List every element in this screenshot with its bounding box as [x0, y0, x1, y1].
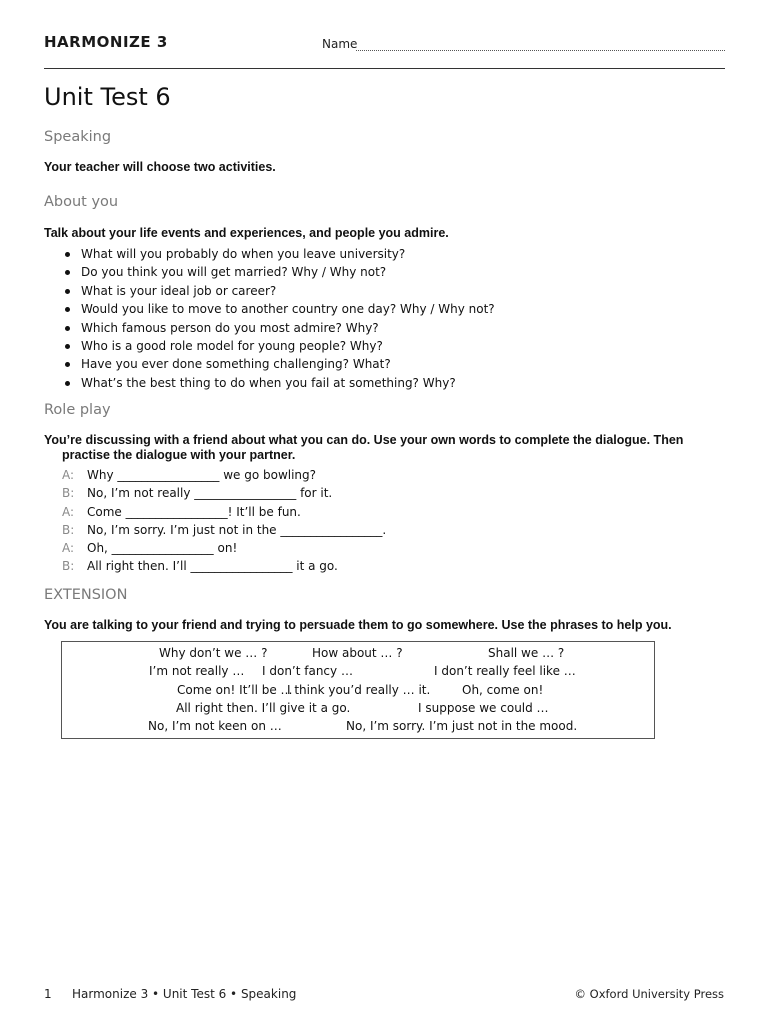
- dialogue-text: Come _________________! It’ll be fun.: [87, 504, 301, 519]
- footer-breadcrumb: Harmonize 3 • Unit Test 6 • Speaking: [72, 987, 297, 1001]
- speaker-label: B:: [62, 559, 75, 574]
- phrase: I don’t fancy …: [262, 664, 353, 678]
- about-you-heading: About you: [44, 194, 119, 210]
- extension-heading: EXTENSION: [44, 587, 128, 603]
- list-item: What is your ideal job or career?: [62, 282, 495, 300]
- dialogue-text: No, I’m sorry. I’m just not in the _________________.: [87, 522, 387, 537]
- speaker-label: A:: [62, 468, 75, 482]
- dialogue-line: [62, 484, 386, 502]
- name-label: Name: [322, 37, 358, 51]
- list-item: Have you ever done something challenging? What?: [62, 355, 495, 373]
- speaker-label: A:: [62, 504, 75, 519]
- brand-logo: HARMONIZE 3: [44, 33, 168, 51]
- role-play-dialogue: [62, 466, 386, 576]
- header-divider: [44, 68, 725, 69]
- about-you-question-list: [62, 245, 495, 392]
- speaker-label: A:: [62, 541, 75, 556]
- about-you-instruction: Talk about your life events and experiences, and people you admire.: [44, 226, 449, 240]
- phrase: Shall we … ?: [488, 646, 565, 660]
- phrase: I’m not really …: [149, 664, 245, 678]
- dialogue-text: Oh, _________________ on!: [87, 541, 238, 556]
- dialogue-line: [62, 557, 386, 575]
- role-play-heading: Role play: [44, 402, 111, 418]
- page-title: Unit Test 6: [44, 83, 171, 111]
- phrase: No, I’m sorry. I’m just not in the mood.: [346, 719, 578, 733]
- phrase: All right then. I’ll give it a go.: [176, 701, 351, 715]
- role-play-instruction-line2: practise the dialogue with your partner.: [62, 448, 296, 462]
- list-item: Which famous person do you most admire? Why?: [62, 319, 495, 337]
- extension-instruction: You are talking to your friend and trying to persuade them to go somewhere. Use the phrases to help you.: [44, 618, 672, 632]
- phrase: No, I’m not keen on …: [148, 719, 282, 733]
- dialogue-text: No, I’m not really _________________ for it.: [87, 486, 333, 501]
- list-item: What will you probably do when you leave university?: [62, 245, 495, 263]
- list-item: Do you think you will get married? Why / Why not?: [62, 263, 495, 281]
- phrase: Come on! It’ll be …: [177, 683, 293, 697]
- dialogue-line: [62, 539, 386, 557]
- dialogue-line: [62, 521, 386, 539]
- speaker-label: B:: [62, 486, 75, 501]
- list-item: Who is a good role model for young people? Why?: [62, 337, 495, 355]
- role-play-instruction: [44, 433, 724, 463]
- dialogue-line: [62, 503, 386, 521]
- dialogue-text: All right then. I’ll _________________ it a go.: [87, 559, 338, 574]
- phrase: How about … ?: [312, 646, 403, 660]
- phrase-box: [61, 641, 655, 739]
- phrase: Oh, come on!: [462, 683, 544, 697]
- dialogue-text: Why _________________ we go bowling?: [87, 468, 317, 482]
- phrase: I don’t really feel like …: [434, 664, 576, 678]
- phrase: I think you’d really … it.: [287, 683, 431, 697]
- speaking-heading: Speaking: [44, 129, 112, 145]
- dialogue-line: [62, 466, 386, 484]
- page-number: 1: [44, 987, 52, 1001]
- speaking-instruction: Your teacher will choose two activities.: [44, 160, 276, 174]
- list-item: Would you like to move to another country one day? Why / Why not?: [62, 300, 495, 318]
- name-field-line: [356, 50, 725, 51]
- speaker-label: B:: [62, 522, 75, 537]
- role-play-instruction-line1: You’re discussing with a friend about what you can do. Use your own words to complete the dialogue. Then: [44, 433, 684, 447]
- copyright-notice: © Oxford University Press: [574, 987, 724, 1001]
- phrase: I suppose we could …: [418, 701, 549, 715]
- phrase: Why don’t we … ?: [159, 646, 268, 660]
- list-item: What’s the best thing to do when you fail at something? Why?: [62, 374, 495, 392]
